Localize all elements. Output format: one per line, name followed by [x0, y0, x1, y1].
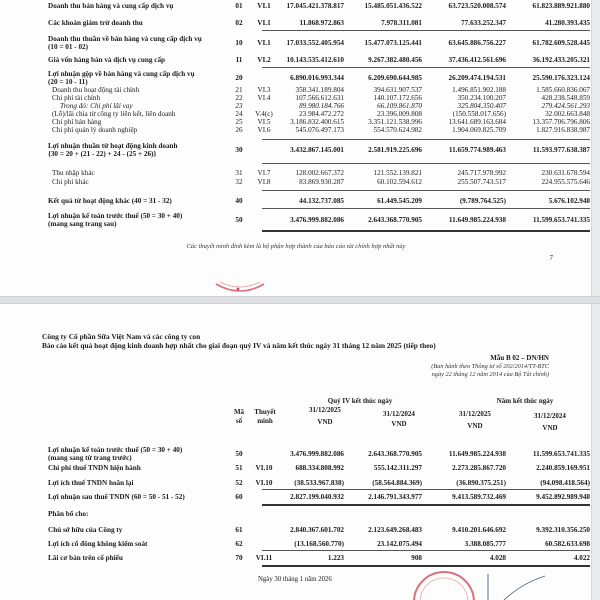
- col-header-code: [229, 408, 249, 426]
- divider: [262, 550, 590, 551]
- value-q4-2025: 3.476.999.882.086: [290, 216, 344, 224]
- row-label-formula: {30 = 20 + (21 - 22) + 24 - (25 + 26)}: [48, 150, 157, 158]
- col-currency: VND: [542, 424, 558, 432]
- value-q4-2025: 3.476.999.882.086: [290, 450, 344, 458]
- row-label-formula: (mang sang trang sau): [48, 220, 117, 228]
- value-year-2024: 2.240.859.169.951: [536, 464, 590, 472]
- row-code: 32: [235, 178, 243, 186]
- value-year-2024: 230.631.678.594: [541, 169, 590, 177]
- value-q4-2024: 554.570.624.982: [373, 126, 422, 134]
- value-year-2025: 11.659.774.989.463: [448, 146, 506, 154]
- row-code: 31: [235, 169, 243, 177]
- value-q4-2025: 17.045.421.378.817: [286, 2, 344, 10]
- row-note: V.4(c): [255, 110, 273, 118]
- value-year-2024: 4.022: [573, 554, 590, 562]
- value-q4-2025: 89.980.184.766: [299, 102, 344, 110]
- row-note: VI.8: [257, 178, 271, 186]
- row-label: Doanh thu thuần về bán hàng và cung cấp dịch vụ: [48, 35, 202, 43]
- value-year-2025: 11.649.985.224.938: [448, 216, 506, 224]
- row-code: 11: [235, 56, 243, 64]
- divider: [262, 230, 590, 232]
- row-code: 61: [235, 526, 243, 534]
- row-note: VI.6: [257, 126, 271, 134]
- row-note: VI.7: [257, 169, 271, 177]
- divider: [262, 504, 590, 506]
- row-label: Chủ sở hữu của Công ty: [48, 526, 123, 534]
- row-note: VI.11: [255, 554, 273, 562]
- row-code: 22: [235, 94, 243, 102]
- row-label: Chi phí tài chính: [52, 94, 101, 102]
- value-q4-2024: 61.449.545.209: [377, 197, 422, 205]
- col-date-q4-2024: 31/12/2024: [383, 410, 415, 418]
- value-year-2024: 9.392.310.356.250: [536, 526, 590, 534]
- form-code: Mẫu B 02 – DN/HN: [490, 354, 549, 362]
- row-label: Lợi nhuận kế toán trước thuế (50 = 30 + 40): [48, 212, 183, 220]
- row-code: 40: [235, 197, 243, 205]
- divider: [262, 489, 590, 490]
- value-q4-2024: 60.102.594.612: [377, 178, 422, 186]
- row-code: 60: [235, 493, 243, 501]
- row-label: Chi phí quản lý doanh nghiệp: [52, 126, 138, 134]
- row-code: 01: [235, 2, 243, 10]
- value-year-2025: 4.028: [489, 554, 506, 562]
- value-year-2024: 61.823.889.921.880: [532, 2, 590, 10]
- value-q4-2024: 140.107.172.656: [373, 94, 422, 102]
- signature-date: Ngày 30 tháng 1 năm 2026: [258, 576, 332, 583]
- value-q4-2025: 6.890.016.993.344: [290, 74, 344, 82]
- value-year-2024: 60.582.633.698: [545, 540, 590, 548]
- value-year-2024: 11.599.653.741.335: [532, 216, 590, 224]
- row-note: VI.10: [255, 479, 273, 487]
- value-year-2024: 11.593.977.638.387: [532, 146, 590, 154]
- value-q4-2025: 23.984.472.272: [299, 110, 344, 118]
- value-year-2024: 11.599.653.741.335: [532, 450, 590, 458]
- value-q4-2025: 10.143.535.412.610: [286, 56, 344, 64]
- group-header-year: Năm kết thúc ngày: [496, 397, 554, 405]
- row-label: Lợi nhuận sau thuế TNDN (60 = 50 - 51 - 52): [48, 493, 185, 501]
- value-q4-2024: 23.396.009.808: [377, 110, 422, 118]
- row-label: Lợi nhuận gộp về bán hàng và cung cấp dịch vụ: [48, 70, 195, 78]
- value-year-2025: 63.723.520.008.574: [448, 2, 506, 10]
- value-year-2025: 1.904.069.825.709: [452, 126, 506, 134]
- row-code: 50: [235, 216, 243, 224]
- value-year-2025: 11.649.985.224.938: [448, 450, 506, 458]
- value-q4-2025: 107.566.612.631: [295, 94, 344, 102]
- row-code: 20: [235, 74, 243, 82]
- value-year-2025: 26.209.474.194.531: [448, 74, 506, 82]
- value-q4-2024: 15.485.051.436.522: [364, 2, 422, 10]
- value-q4-2025: 2.840.367.601.702: [290, 526, 344, 534]
- row-label-formula: (mang sang từ trang trước): [48, 454, 132, 462]
- row-label-formula: (20 = 10 - 11): [48, 78, 88, 86]
- row-code: 30: [235, 146, 243, 154]
- value-year-2025: 63.645.886.756.227: [448, 39, 506, 47]
- company-name: Công ty Cổ phần Sữa Việt Nam và các công ty con: [42, 332, 201, 341]
- value-q4-2025: 688.334.808.992: [295, 464, 344, 472]
- value-year-2025: 77.633.252.347: [461, 19, 506, 27]
- value-q4-2024: 2.146.791.343.977: [368, 493, 422, 501]
- row-label: Chi phí bán hàng: [52, 118, 102, 126]
- col-header-code-l2: số: [235, 417, 243, 425]
- row-label: Doanh thu hoạt động tài chính: [52, 86, 140, 94]
- value-year-2025: 245.717.978.992: [457, 169, 506, 177]
- col-date-year-2025: 31/12/2025: [459, 410, 491, 418]
- value-q4-2025: 3.432.867.145.001: [290, 146, 344, 154]
- value-q4-2025: 44.132.737.085: [299, 197, 344, 205]
- row-label: Các khoản giảm trừ doanh thu: [48, 19, 143, 27]
- divider: [262, 208, 590, 209]
- value-q4-2025: 83.869.930.287: [299, 178, 344, 186]
- value-year-2025: 3.388.085.777: [464, 540, 506, 548]
- divider: [262, 139, 590, 140]
- divider: [262, 565, 590, 567]
- value-q4-2025: 1.223: [327, 554, 344, 562]
- row-code: 52: [235, 479, 243, 487]
- value-q4-2024: 908: [411, 554, 422, 562]
- value-year-2025: 13.641.689.163.684: [448, 118, 506, 126]
- value-year-2025: 37.436.412.561.696: [448, 56, 506, 64]
- col-currency: VND: [317, 418, 333, 426]
- value-q4-2024: 2.123.649.268.483: [368, 526, 422, 534]
- row-label: Thu nhập khác: [52, 169, 95, 177]
- col-header-note: [249, 408, 281, 426]
- value-year-2025: (9.789.764.525): [459, 197, 506, 205]
- row-note: VI.1: [257, 39, 271, 47]
- row-code: 26: [235, 126, 243, 134]
- row-code: 10: [235, 39, 243, 47]
- row-note: VI.5: [257, 118, 271, 126]
- row-code: 62: [235, 540, 243, 548]
- value-q4-2024: 2.643.368.770.905: [368, 450, 422, 458]
- col-date-q4-2025: 31/12/2025: [309, 406, 341, 414]
- row-code: 51: [235, 464, 243, 472]
- value-q4-2024: 3.351.121.538.996: [368, 118, 422, 126]
- row-label: Lợi nhuận thuần từ hoạt động kinh doanh: [48, 142, 178, 150]
- row-note: VI.2: [257, 56, 271, 64]
- value-year-2025: 325.804.350.407: [457, 102, 506, 110]
- form-regulation-2: ngày 22 tháng 12 năm 2014 của Bộ Tài chính): [431, 371, 549, 378]
- row-note: VI.1: [257, 2, 271, 10]
- col-header-note-l1: Thuyết: [254, 408, 276, 416]
- row-label: Chi phí thuế TNDN hiện hành: [48, 464, 141, 472]
- value-year-2024: 9.452.892.989.948: [536, 493, 590, 501]
- divider: [262, 190, 590, 191]
- page-separator: [0, 296, 600, 304]
- page-number: 7: [549, 254, 553, 262]
- value-q4-2024: 23.142.075.494: [377, 540, 422, 548]
- value-q4-2024: 2.581.919.225.696: [368, 146, 422, 154]
- row-label: Lợi nhuận kế toán trước thuế (50 = 30 + 40): [48, 446, 183, 454]
- report-title: Báo cáo kết quả hoạt động kinh doanh hợp nhất cho giai đoạn quý IV và năm kết thúc ngày 31 tháng 12 năm 2025 (tiếp theo): [42, 341, 436, 350]
- value-year-2024: 279.424.561.293: [541, 102, 590, 110]
- value-year-2024: 1.827.916.838.987: [536, 126, 590, 134]
- value-year-2024: 25.590.176.323.124: [532, 74, 590, 82]
- row-code: 50: [235, 450, 243, 458]
- value-year-2024: 41.280.393.435: [545, 19, 590, 27]
- value-q4-2025: 17.033.552.405.954: [286, 39, 344, 47]
- row-label: Phân bổ cho:: [48, 510, 89, 518]
- col-currency: VND: [467, 422, 483, 430]
- value-year-2024: 428.238.548.859: [541, 94, 590, 102]
- value-q4-2025: (38.533.967.838): [294, 479, 344, 487]
- row-label: Lợi ích cổ đông không kiểm soát: [48, 540, 148, 548]
- value-year-2025: 1.496.851.902.188: [452, 86, 506, 94]
- row-note: VI.4: [257, 94, 271, 102]
- value-year-2024: 1.585.660.836.067: [536, 86, 590, 94]
- footnote: Các thuyết minh đính kèm là bộ phận hợp thành của báo cáo tài chính hợp nhất này: [186, 243, 406, 250]
- value-year-2024: 61.782.609.528.445: [532, 39, 590, 47]
- row-code: 23: [235, 102, 243, 110]
- row-label: Doanh thu bán hàng và cung cấp dịch vụ: [48, 2, 174, 10]
- divider: [262, 67, 590, 68]
- row-note: VI.10: [255, 464, 273, 472]
- value-year-2025: 9.410.201.646.692: [452, 526, 506, 534]
- value-year-2025: 350.234.100.207: [457, 94, 506, 102]
- row-label: Giá vốn hàng bán và dịch vụ cung cấp: [48, 56, 166, 64]
- stamp-fragment: [212, 280, 268, 296]
- value-q4-2024: 15.477.073.125.441: [364, 39, 422, 47]
- row-note: VI.1: [257, 19, 271, 27]
- row-note: VI.3: [257, 86, 271, 94]
- value-q4-2025: 358.341.189.804: [295, 86, 344, 94]
- value-year-2024: 224.955.575.646: [541, 178, 590, 186]
- row-code: 21: [235, 86, 243, 94]
- value-q4-2024: 6.209.690.644.985: [368, 74, 422, 82]
- value-year-2024: 36.192.433.205.321: [532, 56, 590, 64]
- row-code: 25: [235, 118, 243, 126]
- document-page-8: [0, 304, 592, 600]
- row-code: 24: [235, 110, 243, 118]
- document-page-7: [0, 0, 592, 296]
- col-currency: VND: [391, 420, 407, 428]
- value-q4-2024: 394.631.907.537: [373, 86, 422, 94]
- value-year-2025: (36.890.375.251): [456, 479, 506, 487]
- value-q4-2025: 128.002.667.372: [295, 169, 344, 177]
- value-q4-2024: 2.643.368.770.905: [368, 216, 422, 224]
- row-label: Lợi ích thuế TNDN hoãn lại: [48, 479, 134, 487]
- row-code: 02: [235, 19, 243, 27]
- value-q4-2024: 121.552.139.821: [373, 169, 422, 177]
- col-header-code-l1: Mã: [233, 408, 245, 416]
- row-label: Trong đó: Chi phí lãi vay: [60, 102, 133, 110]
- col-date-year-2024: 31/12/2024: [534, 412, 566, 420]
- col-header-note-l2: minh: [257, 417, 273, 425]
- row-label: (Lỗ)/lãi chia từ công ty liên kết, liên doanh: [52, 110, 176, 118]
- value-q4-2024: 9.267.382.480.456: [368, 56, 422, 64]
- form-regulation-1: (Ban hành theo Thông tư số 202/2014/TT-BTC: [431, 363, 549, 370]
- value-year-2025: 9.413.589.732.469: [452, 493, 506, 501]
- value-year-2025: (150.558.017.656): [452, 110, 506, 118]
- value-q4-2024: 66.109.861.870: [377, 102, 422, 110]
- value-year-2024: 5.676.102.948: [548, 197, 590, 205]
- group-header-quarter: Quý IV kết thúc ngày: [327, 397, 393, 405]
- row-label: Lãi cơ bản trên cổ phiếu: [48, 554, 123, 562]
- value-year-2024: 32.002.663.848: [545, 110, 590, 118]
- row-label: Kết quả từ hoạt động khác (40 = 31 - 32): [48, 197, 172, 205]
- value-q4-2024: (58.564.884.369): [372, 479, 422, 487]
- value-q4-2025: (13.168.560.770): [294, 540, 344, 548]
- value-q4-2025: 2.827.199.040.932: [290, 493, 344, 501]
- row-code: 70: [235, 554, 243, 562]
- value-q4-2025: 545.076.497.173: [295, 126, 344, 134]
- divider: [262, 30, 590, 31]
- value-year-2025: 255.507.743.517: [457, 178, 506, 186]
- value-q4-2025: 3.186.832.400.615: [290, 118, 344, 126]
- value-q4-2024: 555.142.311.297: [373, 464, 422, 472]
- value-q4-2024: 7.978.311.081: [381, 19, 422, 27]
- company-stamp: [400, 570, 550, 600]
- row-label: Chi phí khác: [52, 178, 89, 186]
- row-label-formula: (10 = 01 - 02): [48, 43, 89, 51]
- value-year-2024: 13.357.706.796.806: [532, 118, 590, 126]
- value-q4-2025: 11.868.972.863: [299, 19, 344, 27]
- divider: [262, 163, 590, 164]
- value-year-2025: 2.273.285.867.720: [452, 464, 506, 472]
- value-year-2024: (94.098.418.564): [540, 479, 590, 487]
